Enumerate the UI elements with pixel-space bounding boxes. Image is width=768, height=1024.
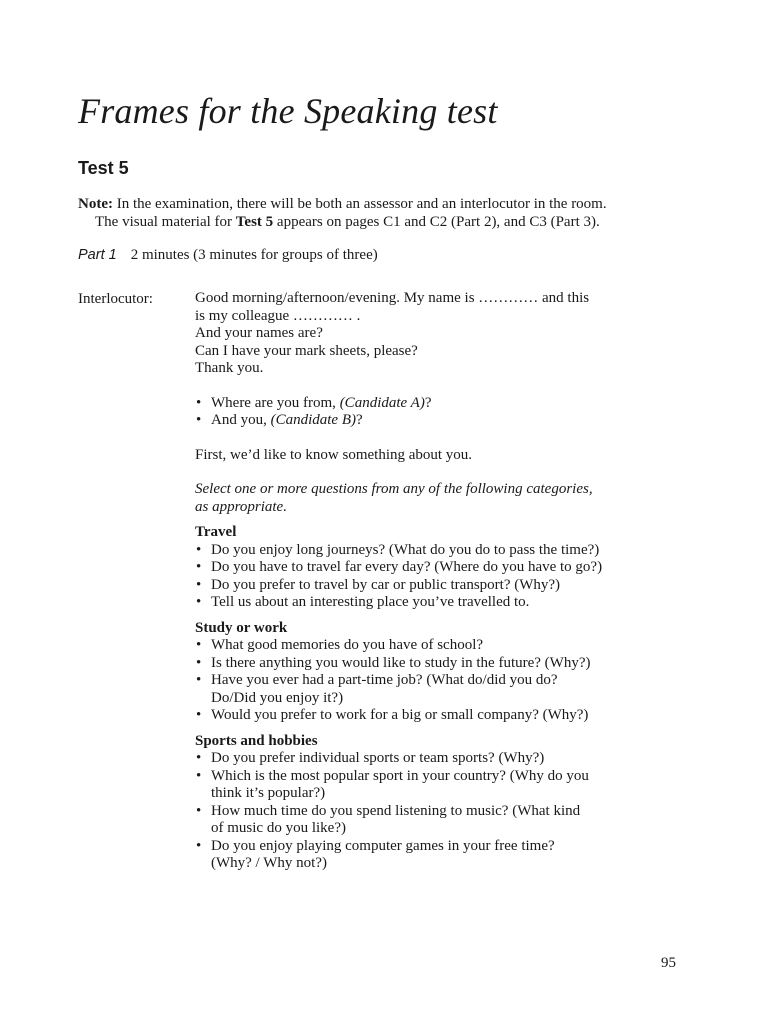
list-item: • Do you prefer individual sports or team sports? (Why?): [196, 750, 545, 766]
bullet-icon: •: [196, 672, 202, 688]
note-text-2c: appears on pages C1 and C2 (Part 2), and C3 (Part 3).: [273, 214, 600, 230]
list-item: • Is there anything you would like to study in the future? (Why?): [196, 654, 591, 671]
bullet-icon: •: [196, 637, 202, 653]
list-item: • What good memories do you have of school?: [196, 637, 484, 653]
list-item: • Do you have to travel far every day? (Where do you have to go?): [196, 559, 603, 575]
category-title: Travel: [195, 524, 237, 540]
note: [78, 195, 678, 231]
bullet-icon: •: [196, 802, 202, 819]
note-text-2a: The visual material for: [95, 214, 236, 230]
list-item: • And you, (Candidate B)?: [196, 412, 363, 428]
list-item: • How much time do you spend listening to music? (What kind of music do you like?): [196, 802, 581, 836]
bullet-icon: •: [196, 394, 202, 411]
list-item: • Which is the most popular sport in your country? (Why do you think it’s popular?): [196, 767, 589, 801]
test-heading: Test 5: [78, 158, 129, 178]
question-list: [195, 542, 645, 612]
greeting-line: Good morning/afternoon/evening. My name is ………… and this: [195, 290, 590, 306]
bullet-icon: •: [196, 594, 202, 610]
greeting-line: is my colleague ………… .: [195, 307, 361, 324]
greeting-line: And your names are?: [195, 325, 323, 341]
role-label: Interlocutor:: [78, 291, 153, 307]
list-item: • Do you enjoy playing computer games in your free time? (Why? / Why not?): [196, 837, 555, 871]
question-list: [195, 750, 645, 873]
bullet-icon: •: [196, 837, 202, 854]
instruction-line: as appropriate.: [195, 498, 287, 515]
list-item: • Where are you from, (Candidate A)?: [196, 394, 432, 411]
list-item: • Do you enjoy long journeys? (What do you do to pass the time?): [196, 541, 600, 558]
intro-line: First, we’d like to know something about you.: [195, 446, 473, 463]
bullet-icon: •: [196, 767, 202, 784]
part-duration: 2 minutes (3 minutes for groups of three): [130, 247, 378, 263]
category-title: Sports and hobbies: [195, 732, 318, 749]
list-item: • Do you prefer to travel by car or public transport? (Why?): [196, 576, 561, 593]
question-list: [195, 637, 645, 725]
bullet-icon: •: [196, 707, 202, 723]
greeting-line: Can I have your mark sheets, please?: [195, 342, 418, 359]
greeting-line: Thank you.: [195, 360, 264, 376]
note-text-1: In the examination, there will be both an assessor and an interlocutor in the room.: [112, 196, 607, 212]
page-title: Frames for the Speaking test: [78, 91, 498, 131]
bullet-icon: •: [196, 654, 202, 671]
category-title: Study or work: [195, 619, 288, 636]
part-label: Part 1: [78, 247, 117, 263]
bullet-icon: •: [196, 559, 202, 575]
bullet-icon: •: [196, 576, 202, 593]
interlocutor-script: [195, 290, 645, 873]
instruction-line: Select one or more questions from any of the following categories,: [195, 481, 593, 497]
note-label: Note:: [78, 196, 113, 212]
bullet-icon: •: [196, 750, 202, 766]
origin-questions: [195, 395, 645, 430]
note-test-ref: Test 5: [235, 214, 274, 230]
list-item: • Tell us about an interesting place you’ve travelled to.: [196, 594, 530, 610]
bullet-icon: •: [196, 412, 202, 428]
bullet-icon: •: [196, 541, 202, 558]
part-heading: [78, 246, 378, 264]
list-item: • Have you ever had a part-time job? (What do/did you do? Do/Did you enjoy it?): [196, 672, 558, 706]
page-number: 95: [661, 955, 676, 971]
list-item: • Would you prefer to work for a big or small company? (Why?): [196, 707, 589, 723]
